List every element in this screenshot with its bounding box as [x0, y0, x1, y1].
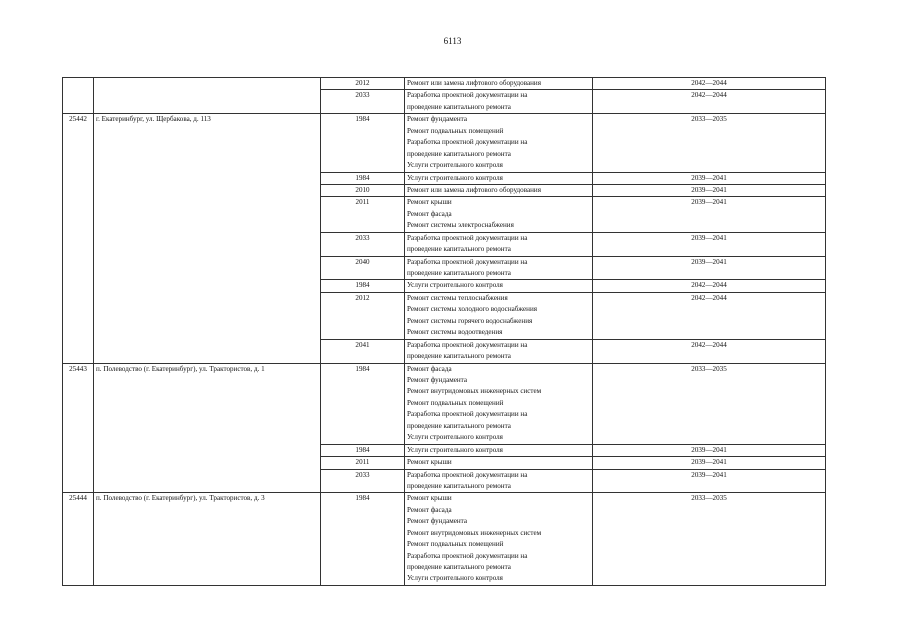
work-item: проведение капитального ремонта: [407, 245, 511, 254]
work-item: Ремонт подвальных помещений: [407, 126, 504, 135]
address-cell: [94, 78, 321, 114]
work-types-cell: [405, 292, 593, 339]
table-row: [63, 493, 826, 586]
object-id-cell: 25444: [63, 493, 94, 586]
work-item: Разработка проектной документации на: [407, 91, 528, 100]
page-number: 6113: [443, 36, 462, 46]
work-item: Ремонт системы водоотведения: [407, 328, 503, 337]
work-item: Разработка проектной документации на: [407, 340, 528, 349]
work-item: Ремонт крыши: [407, 458, 452, 467]
object-id-cell: 25442: [63, 114, 94, 363]
work-item: Ремонт или замена лифтового оборудования: [407, 79, 541, 87]
year-cell: 2011: [321, 197, 405, 232]
work-item: Разработка проектной документации на: [407, 410, 528, 419]
period-cell: 2039—2041: [593, 172, 826, 184]
work-item: Услуги строительного контроля: [407, 433, 503, 442]
work-item: проведение капитального ремонта: [407, 102, 511, 111]
year-cell: 1984: [321, 493, 405, 586]
work-item: Услуги строительного контроля: [407, 574, 503, 583]
repair-schedule-table: [62, 77, 826, 586]
work-item: Услуги строительного контроля: [407, 281, 503, 290]
work-item: Ремонт фасада: [407, 209, 452, 218]
work-item: проведение капитального ремонта: [407, 352, 511, 361]
work-item: Услуги строительного контроля: [407, 173, 503, 182]
period-cell: 2039—2041: [593, 184, 826, 196]
work-item: Ремонт крыши: [407, 494, 452, 503]
period-cell: 2039—2041: [593, 256, 826, 280]
work-item: Разработка проектной документации на: [407, 233, 528, 242]
work-types-cell: [405, 197, 593, 232]
work-types-cell: [405, 184, 593, 196]
period-cell: 2033—2035: [593, 363, 826, 444]
year-cell: 2040: [321, 256, 405, 280]
work-item: Ремонт фундамента: [407, 517, 467, 526]
address-cell: п. Полеводство (г. Екатеринбург), ул. Трактористов, д. 3: [94, 493, 321, 586]
table-row: [63, 114, 826, 172]
year-cell: 2033: [321, 232, 405, 256]
year-cell: 2010: [321, 184, 405, 196]
work-item: проведение капитального ремонта: [407, 149, 511, 158]
period-cell: 2042—2044: [593, 78, 826, 90]
year-cell: 1984: [321, 444, 405, 456]
work-types-cell: [405, 280, 593, 292]
work-item: Ремонт внутридомовых инженерных систем: [407, 528, 542, 537]
work-types-cell: [405, 444, 593, 456]
period-cell: 2033—2035: [593, 493, 826, 586]
period-cell: 2042—2044: [593, 90, 826, 114]
work-item: проведение капитального ремонта: [407, 481, 511, 490]
work-types-cell: [405, 232, 593, 256]
work-item: Ремонт фундамента: [407, 376, 467, 384]
object-id-cell: [63, 78, 94, 114]
work-types-cell: [405, 172, 593, 184]
work-types-cell: [405, 493, 593, 586]
work-item: Разработка проектной документации на: [407, 257, 528, 266]
work-item: Разработка проектной документации на: [407, 551, 528, 560]
work-item: Разработка проектной документации на: [407, 138, 528, 147]
object-id-cell: 25443: [63, 363, 94, 493]
period-cell: 2042—2044: [593, 339, 826, 363]
work-item: Ремонт системы холодного водоснабжения: [407, 305, 538, 314]
work-types-cell: [405, 256, 593, 280]
year-cell: 2012: [321, 78, 405, 90]
work-item: Услуги строительного контроля: [407, 445, 503, 454]
year-cell: 2033: [321, 90, 405, 114]
work-item: Ремонт фасада: [407, 364, 452, 373]
work-item: Ремонт или замена лифтового оборудования: [407, 185, 541, 194]
year-cell: 1984: [321, 280, 405, 292]
work-types-cell: [405, 457, 593, 469]
work-item: Разработка проектной документации на: [407, 470, 528, 479]
table-row: [63, 78, 826, 90]
year-cell: 1984: [321, 363, 405, 444]
work-item: Ремонт фундамента: [407, 115, 467, 124]
work-item: Ремонт крыши: [407, 198, 452, 207]
period-cell: 2039—2041: [593, 444, 826, 456]
year-cell: 1984: [321, 114, 405, 172]
work-types-cell: [405, 114, 593, 172]
period-cell: 2039—2041: [593, 232, 826, 256]
table-body: [63, 78, 826, 586]
year-cell: 2033: [321, 469, 405, 493]
work-item: Услуги строительного контроля: [407, 161, 503, 170]
year-cell: 1984: [321, 172, 405, 184]
work-item: Ремонт системы электроснабжения: [407, 221, 514, 230]
year-cell: 2041: [321, 339, 405, 363]
period-cell: 2042—2044: [593, 292, 826, 339]
address-cell: п. Полеводство (г. Екатеринбург), ул. Трактористов, д. 1: [94, 363, 321, 493]
work-item: Ремонт подвальных помещений: [407, 540, 504, 549]
year-cell: 2012: [321, 292, 405, 339]
period-cell: 2039—2041: [593, 457, 826, 469]
work-types-cell: [405, 363, 593, 444]
work-types-cell: [405, 78, 593, 90]
address-cell: г. Екатеринбург, ул. Щербакова, д. 113: [94, 114, 321, 363]
period-cell: 2039—2041: [593, 197, 826, 232]
work-types-cell: [405, 90, 593, 114]
work-item: Ремонт фасада: [407, 505, 452, 514]
work-item: Ремонт подвальных помещений: [407, 398, 504, 407]
table-row: [63, 363, 826, 444]
work-types-cell: [405, 469, 593, 493]
year-cell: 2011: [321, 457, 405, 469]
work-item: проведение капитального ремонта: [407, 269, 511, 278]
period-cell: 2042—2044: [593, 280, 826, 292]
period-cell: 2039—2041: [593, 469, 826, 493]
period-cell: 2033—2035: [593, 114, 826, 172]
work-item: Ремонт системы теплоснабжения: [407, 293, 508, 302]
work-item: Ремонт системы горячего водоснабжения: [407, 316, 533, 325]
work-item: Ремонт внутридомовых инженерных систем: [407, 387, 542, 396]
work-types-cell: [405, 339, 593, 363]
work-item: проведение капитального ремонта: [407, 421, 511, 430]
work-item: проведение капитального ремонта: [407, 563, 511, 572]
